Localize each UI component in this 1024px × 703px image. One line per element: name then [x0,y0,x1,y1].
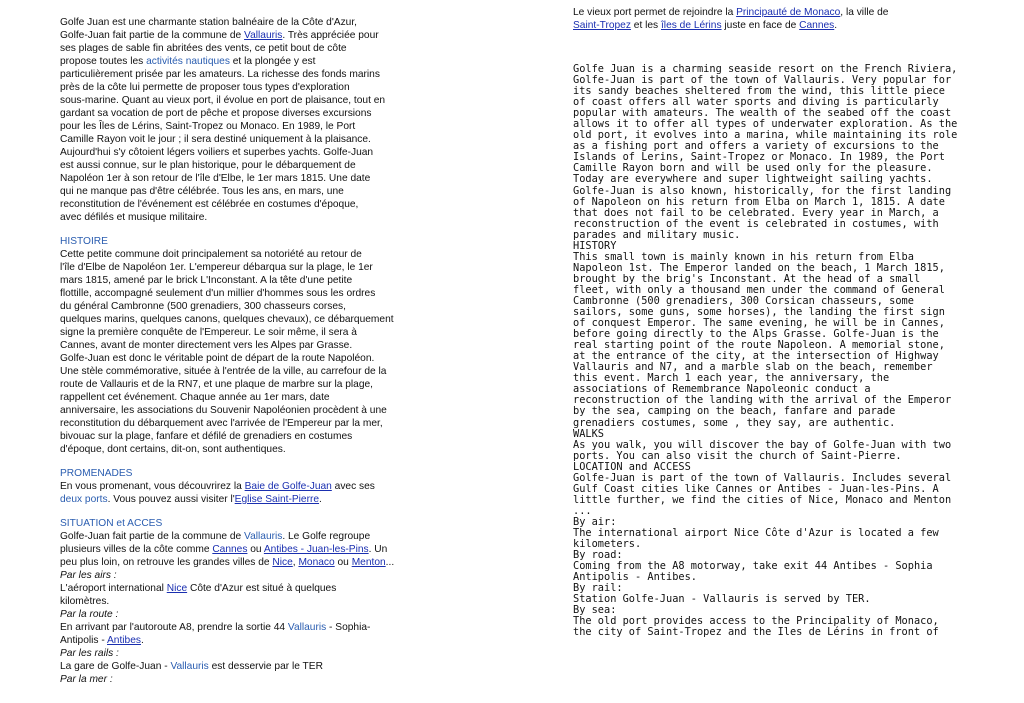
translation-line: by the sea, camping on the beach, fanfare and parade [573,405,896,418]
text-line [60,42,448,55]
line-text: avec ses [331,481,375,492]
translation-line: reconstruction of the event is celebrated in costumes, with [573,217,939,230]
translation-line: The international airport Nice Côte d'Azur is located a few [573,526,939,539]
translation-line: Vallauris and N7, and a marble slab on the beach, remember [573,361,933,374]
translation-line: Camille Rayon born and will be used only for the pleasure. [573,162,933,175]
line-text: Antipolis - [60,635,107,646]
translation-line: kilometers. [573,538,642,551]
line-text: . [834,20,838,31]
line-text: reconstitution du débarquement avec l'arrivée de l'Empereur par la mer, [60,418,383,429]
text-line [60,595,448,608]
translation-line: Today are everywhere and super lightweight sailing yachts. [573,173,933,186]
translation-line: This small town is mainly known in his return from Elba [573,250,914,263]
line-text: sous-marine. Quant au vieux port, il évolue en port de plaisance, tout en [60,95,386,106]
line-text: . [140,635,144,646]
translation-line: Golfe-Juan is part of the town of Vallauris. Includes several [573,471,952,484]
text-line [60,261,448,274]
text-line [573,6,973,19]
translation-line: By air: [573,515,617,528]
translation-line: LOCATION and ACCESS [573,460,691,473]
translation-line: Gulf Coast cities like Cannes or Antibes - Juan-les-Pins. A [573,482,939,495]
line-text: mars 1815, amené par le brick L'Inconstant. A la tête d'une petite [60,275,353,286]
text-line [60,81,448,94]
highlighted-text: Vallauris [287,622,327,633]
line-text: . Le Golfe regroupe [282,531,371,542]
line-text: . Très appréciée pour [282,30,379,41]
text-line [60,55,448,68]
line-text: . Vous pouvez aussi visiter l' [107,494,235,505]
text-line [60,198,448,211]
translation-line: allows it to offer all types of underwater exploration. As the [573,118,958,131]
line-text: du général Cambronne (500 grenadiers, 300 chasseurs corses, [60,301,346,312]
line-text: flottille, accompagné seulement d'un millier d'hommes sous les ordres [60,288,376,299]
line-text: d'époque, dont certains, dit-on, sont authentiques. [60,444,286,455]
text-line [60,172,448,185]
highlighted-text: deux ports [60,494,108,505]
access-heading: SITUATION et ACCES [60,518,163,529]
line-text: signe la première conquête de l'Empereur. Le soir même, il sera à [60,327,357,338]
text-line [60,543,448,556]
text-line [60,274,448,287]
text-line [60,378,448,391]
text-link[interactable]: Cannes [212,544,248,555]
text-link[interactable]: Menton [351,557,386,568]
translation-line: little further, we find the cities of Nice, Monaco and Menton [573,493,952,506]
translation-line: of Napoleon on his return from Elba on March 1, 1815. A date [573,195,945,208]
translation-line: Coming from the A8 motorway, take exit 44 Antibes - Sophia [573,560,933,573]
text-link[interactable]: Vallauris [244,30,283,41]
highlighted-text: activités nautiques [146,56,230,67]
text-link[interactable]: Nice [166,583,188,594]
text-line [60,16,448,29]
line-text: Camille Rayon voit le jour ; il sera destiné uniquement à la plaisance. [60,134,371,145]
translation-line: The old port provides access to the Principality of Monaco, [573,615,939,628]
line-text: , la ville de [840,7,889,18]
text-line [60,146,448,159]
translation-line: fleet, with only a thousand men under the command of General [573,283,945,296]
text-link[interactable]: Nice [272,557,293,568]
text-link[interactable]: Antibes - Juan-les-Pins [263,544,369,555]
text-line [60,133,448,146]
text-line [60,404,448,417]
line-text: , [292,557,299,568]
line-text: . Un [368,544,388,555]
translation-line: its sandy beaches sheltered from the wind, this little piece [573,85,945,98]
line-text: ou [334,557,352,568]
text-line [60,621,448,634]
line-text: pour les Îles de Lérins, Saint-Tropez ou Monaco. En 1989, le Port [60,121,356,132]
translation-line: Islands of Lerins, Saint-Tropez or Monaco. In 1989, the Port [573,151,945,164]
line-text: Cannes, avant de monter directement vers les Alpes par Grasse. [60,340,353,351]
text-line [60,313,448,326]
line-text: route de Vallauris et de la RN7, et une plaque de marbre sur la plage, [60,379,373,390]
translation-line: before going directly to the Alps Grasse. Golfe-Juan is the [573,328,939,341]
line-text: - Sophia- [326,622,371,633]
line-text: avec défilés et musique militaire. [60,212,208,223]
text-line [60,159,448,172]
translation-line: that does not fail to be celebrated. Every year in March, a [573,206,939,219]
translation-line: ... [573,504,592,517]
line-text: La gare de Golfe-Juan - [60,661,171,672]
translation-line: grenadiers costumes, some , they say, are authentic. [573,416,896,429]
line-text: kilomètres. [60,596,110,607]
text-line [60,443,448,456]
translation-line: sailors, some guns, some horses), the landing the first sign [573,306,945,319]
text-line [60,417,448,430]
text-line [60,634,448,647]
translation-line: Golfe-Juan is also known, historically, for the first landing [573,184,952,197]
text-line [60,673,448,686]
text-link[interactable]: Monaco [298,557,335,568]
walks-heading: PROMENADES [60,468,133,479]
line-text: L'aéroport international [60,583,167,594]
translation-line: Napoleon 1st. The Emperor landed on the beach, 1 March 1815, [573,261,945,274]
text-line [573,19,973,32]
line-text: En vous promenant, vous découvrirez la [60,481,245,492]
translation-line: this event. March 1 each year, the anniversary, the [573,372,890,385]
text-line [60,365,448,378]
line-text: anniversaire, les associations du Souvenir Napoléonien procèdent à une [60,405,387,416]
line-text: qui ne manque pas d'être célébrée. Tous les ans, en mars, une [60,186,344,197]
line-text: et la plongée y est [229,56,316,67]
line-text: reconstitution de l'événement est célébrée en costumes d'époque, [60,199,359,210]
translation-line: the city of Saint-Tropez and the Iles de Lérins in front of [573,626,939,639]
line-text: est aussi connue, sur le plan historique, pour le débarquement de [60,160,356,171]
text-line [60,107,448,120]
translation-line: Golfe-Juan is part of the town of Vallauris. Very popular for [573,74,952,87]
translation-line: old port, it evolves into a marina, while maintaining its role [573,129,958,142]
text-line [60,352,448,365]
line-text: Golfe Juan est une charmante station balnéaire de la Côte d'Azur, [60,17,357,28]
text-line [60,211,448,224]
line-text: est desservie par le TER [208,661,323,672]
history-heading: HISTOIRE [60,236,108,247]
text-line [60,248,448,261]
highlighted-text: Vallauris [244,531,283,542]
english-translation [573,64,993,638]
line-text: Côte d'Azur est situé à quelques [187,583,337,594]
line-text: Golfe-Juan fait partie de la commune de [60,531,245,542]
line-text: quelques marins, quelques canons, quelques chevaux), ce débarquement [60,314,394,325]
line-text: peu plus loin, on retrouve les grandes villes de [60,557,273,568]
translation-line: reconstruction of the landing with the arrival of the Emperor [573,394,952,407]
line-text: Golfe-Juan est donc le véritable point de départ de la route Napoléon. [60,353,375,364]
text-line [60,300,448,313]
translation-line: at the entrance of the city, at the intersection of Highway [573,350,939,363]
translation-line: Antipolis - Antibes. [573,571,697,584]
translation-line: as a fishing port and offers a variety of excursions to the [573,140,939,153]
text-line [60,569,448,582]
translation-line: By sea: [573,604,617,617]
text-line [60,530,448,543]
text-line [60,326,448,339]
translation-line: Golfe Juan is a charming seaside resort on the French Riviera, [573,63,958,75]
line-text: . [319,494,322,505]
translation-line: ports. You can also visit the church of Saint-Pierre. [573,449,902,462]
line-text: gardant sa vocation de port de pêche et propose diverses excursions [60,108,372,119]
line-text: En arrivant par l'autoroute A8, prendre la sortie 44 [60,622,288,633]
text-link[interactable]: îles de Lérins [660,20,722,31]
text-link[interactable]: Principauté de Monaco [736,7,841,18]
translation-line: HISTORY [573,239,617,252]
translation-line: By road: [573,549,623,562]
translation-line: As you walk, you will discover the bay of Golfe-Juan with two [573,438,952,451]
line-text: plusieurs villes de la côte comme [60,544,213,555]
text-link[interactable]: Cannes [799,20,835,31]
text-line [60,339,448,352]
text-line [60,120,448,133]
text-link[interactable]: Baie de Golfe-Juan [244,481,332,492]
text-line [60,391,448,404]
line-text: et les [630,20,661,31]
line-text: Une stèle commémorative, située à l'entrée de la ville, au carrefour de la [60,366,387,377]
line-text: particulièrement prisée par les amateurs. La richesse des fonds marins [60,69,380,80]
text-line [60,582,448,595]
line-text: juste en face de [721,20,800,31]
translation-line: WALKS [573,427,604,440]
line-text: ... [385,557,395,568]
history-paragraph [60,248,448,456]
translation-line: By rail: [573,582,623,595]
translation-line: real starting point of the route Napoleon. A memorial stone, [573,339,945,352]
line-text: propose toutes les [60,56,147,67]
line-text: près de la côte lui permette de proposer tous types d'exploration [60,82,350,93]
french-column [60,16,448,686]
text-line [60,660,448,673]
text-line [60,480,448,493]
line-text: Par la mer : [60,674,113,685]
text-line [60,287,448,300]
text-link[interactable]: Saint-Tropez [573,20,631,31]
text-line [60,94,448,107]
line-text: Par les rails : [60,648,119,659]
text-line [60,430,448,443]
text-line [60,68,448,81]
line-text: ou [247,544,264,555]
text-line [60,493,448,506]
line-text: Napoléon 1er à son retour de l'île d'Elbe, le 1er mars 1815. Une date [60,173,371,184]
french-continuation [573,6,973,32]
text-link[interactable]: Antibes [107,635,141,646]
walks-paragraph [60,480,448,506]
translation-line: brought by the brig's Inconstant. At the head of a small [573,272,921,285]
line-text: bivouac sur la plage, fanfare et défilé de grenadiers en costumes [60,431,353,442]
line-text: ses plages de sable fin abritées des vents, ce petit bout de côte [60,43,347,54]
text-line [60,608,448,621]
line-text: l'île d'Elbe de Napoléon 1er. L'empereur débarqua sur la plage, le 1er [60,262,373,273]
line-text: Cette petite commune doit principalement sa notoriété au retour de [60,249,362,260]
text-line [60,556,448,569]
line-text: Par la route : [60,609,119,620]
line-text: Par les airs : [60,570,117,581]
text-line [60,29,448,42]
translation-line: parades and military music. [573,228,741,241]
text-line [60,647,448,660]
translation-line: of conquest Emperor. The same evening, he will be in Cannes, [573,317,945,330]
translation-line: popular with amateurs. The wealth of the seabed off the coast [573,107,952,120]
highlighted-text: Vallauris [170,661,209,672]
line-text: Aujourd'hui s'y côtoient légers voiliers et superbes yachts. Golfe-Juan [60,147,374,158]
line-text: rappellent cet événement. Chaque année au 1er mars, date [60,392,330,403]
text-line [60,185,448,198]
access-paragraph [60,530,448,686]
text-link[interactable]: Eglise Saint-Pierre [234,494,320,505]
translation-line: of coast offers all water sports and diving is particularly [573,96,939,109]
translation-line: Station Golfe-Juan - Vallauris is served by TER. [573,593,871,606]
translation-line: associations of Remembrance Napoleonic conduct a [573,383,871,396]
intro-paragraph [60,16,448,224]
line-text: Golfe-Juan fait partie de la commune de [60,30,245,41]
translation-line: Cambronne (500 grenadiers, 300 Corsican chasseurs, some [573,294,914,307]
line-text: Le vieux port permet de rejoindre la [573,7,737,18]
